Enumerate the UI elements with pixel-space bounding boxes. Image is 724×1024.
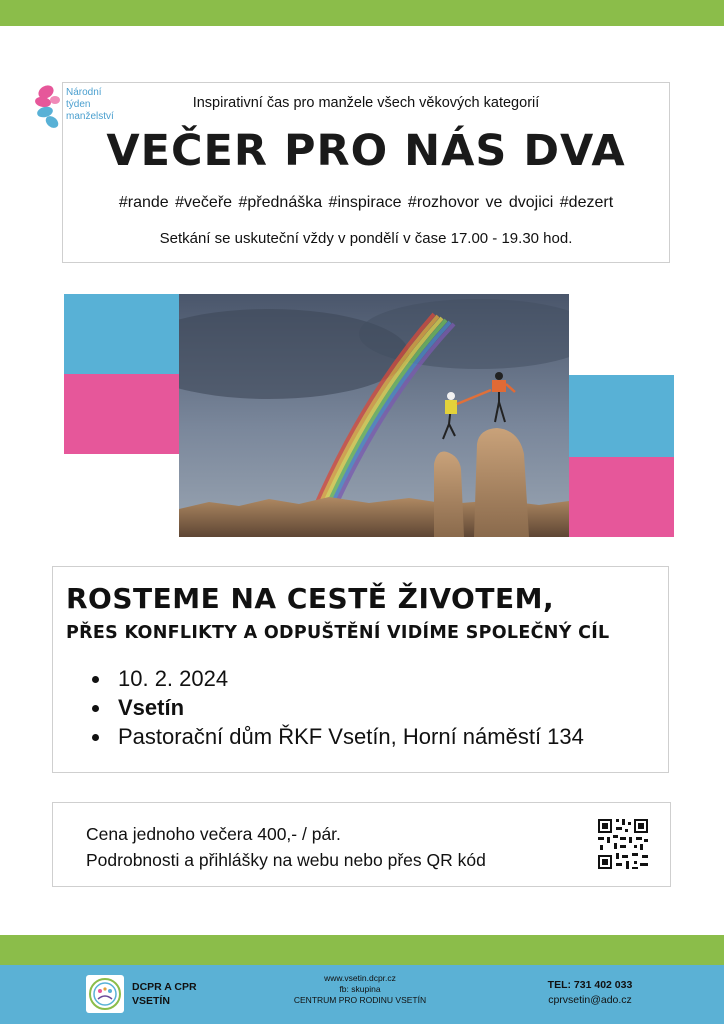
price-text: Cena jednoho večera 400,- / pár. <box>86 824 341 844</box>
logo-line-1: Národní <box>66 87 102 98</box>
event-subheading: PŘES KONFLIKTY A ODPUŠTĚNÍ VIDÍME SPOLEČNÝ CÍL <box>66 623 610 643</box>
family-center-logo-icon <box>86 975 124 1013</box>
details-text: Podrobnosti a přihlášky na webu nebo přes QR kód <box>86 850 486 870</box>
event-place: Pastorační dům ŘKF Vsetín, Horní náměstí 134 <box>92 722 584 751</box>
page-title: VEČER PRO NÁS DVA <box>106 126 626 176</box>
footer-contact-right <box>526 978 654 1008</box>
meeting-time: Setkání se uskuteční vždy v pondělí v čase 17.00 - 19.30 hod. <box>159 230 573 247</box>
org-line-2: VSETÍN <box>132 995 170 1007</box>
event-date: 10. 2. 2024 <box>92 664 584 693</box>
pink-decor-block-right <box>568 457 674 537</box>
top-green-band <box>0 0 724 26</box>
event-details-list <box>92 664 584 751</box>
org-line-1: DCPR A CPR <box>132 981 197 993</box>
pink-decor-block-left <box>64 374 179 454</box>
footer-center-name: CENTRUM PRO RODINU VSETÍN <box>293 995 427 1005</box>
event-city: Vsetín <box>92 693 584 722</box>
climbers-rainbow-photo <box>179 294 569 537</box>
blue-decor-block-right <box>568 375 674 457</box>
footer-fb: fb: skupina <box>339 984 381 994</box>
bottom-green-band <box>0 935 724 965</box>
footer-organization <box>132 980 197 1008</box>
footer-contact-center <box>250 973 470 1006</box>
qr-code-icon[interactable] <box>596 817 650 871</box>
price-info <box>86 821 486 873</box>
logo-line-3: manželství <box>66 111 114 122</box>
blue-decor-block-left <box>64 294 179 374</box>
event-heading: ROSTEME NA CESTĚ ŽIVOTEM, <box>66 582 555 615</box>
footer-tel: TEL: 731 402 033 <box>547 979 633 991</box>
footer-web-link[interactable]: www.vsetin.dcpr.cz <box>324 973 396 983</box>
hashtags: #rande #večeře #přednáška #inspirace #rozhovor ve dvojici #dezert <box>118 194 614 211</box>
logo-line-2: týden <box>66 99 91 110</box>
subtitle: Inspirativní čas pro manžele všech věkových kategorií <box>192 95 540 111</box>
footer-email-link[interactable]: cprvsetin@ado.cz <box>548 994 632 1006</box>
